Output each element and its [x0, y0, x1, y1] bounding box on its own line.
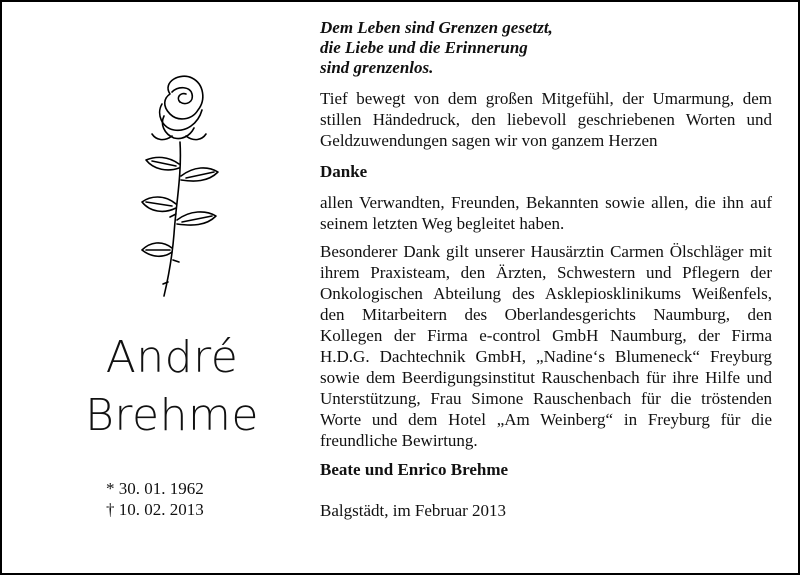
rose-icon [102, 64, 242, 304]
last-name: Brehme [85, 390, 259, 441]
special-thanks-paragraph: Besonderer Dank gilt unserer Hausärztin Carmen Ölschläger mit ihrem Praxisteam, den Ärzten, Schwestern und Pflegern der Onkologischen Abteilung des Asklepiosklinikums Weißenfels, den Mitarbeitern des Oberlandesgerichts Naumburg, den Kollegen der Firma e-control GmbH Naumburg, der Firma H.D.G. Dachtechnik GmbH, „Nadine‘s Blumeneck“ Freyburg sowie dem Beerdigungsinstitut Rauschenbach für ihre Hilfe und Unterstützung, Frau Simone Rauschenbach für die tröstenden Worte und dem Hotel „Am Weinberg“ in Freyburg für die freundliche Bewirtung. [320, 242, 772, 450]
motto-line: Dem Leben sind Grenzen gesetzt, [320, 18, 553, 37]
motto [320, 18, 772, 78]
first-name: André [105, 332, 239, 383]
motto-line: die Liebe und die Erinnerung [320, 38, 528, 57]
thanks-paragraph: allen Verwandten, Freunden, Bekannten sowie allen, die ihn auf seinem letzten Weg begleitet haben. [320, 193, 772, 233]
death-date: † 10. 02. 2013 [106, 500, 204, 519]
motto-line: sind grenzenlos. [320, 58, 434, 77]
intro-paragraph: Tief bewegt von dem großen Mitgefühl, der Umarmung, dem stillen Händedruck, den liebevoll geschriebenen Worten und Geldzuwendungen sagen wir von ganzem Herzen [320, 89, 772, 150]
signature: Beate und Enrico Brehme [320, 460, 509, 479]
life-dates [106, 478, 204, 520]
place-date: Balgstädt, im Februar 2013 [320, 501, 507, 520]
text-column [320, 18, 772, 521]
thanks-heading: Danke [320, 162, 368, 181]
birth-date: * 30. 01. 1962 [106, 479, 204, 498]
